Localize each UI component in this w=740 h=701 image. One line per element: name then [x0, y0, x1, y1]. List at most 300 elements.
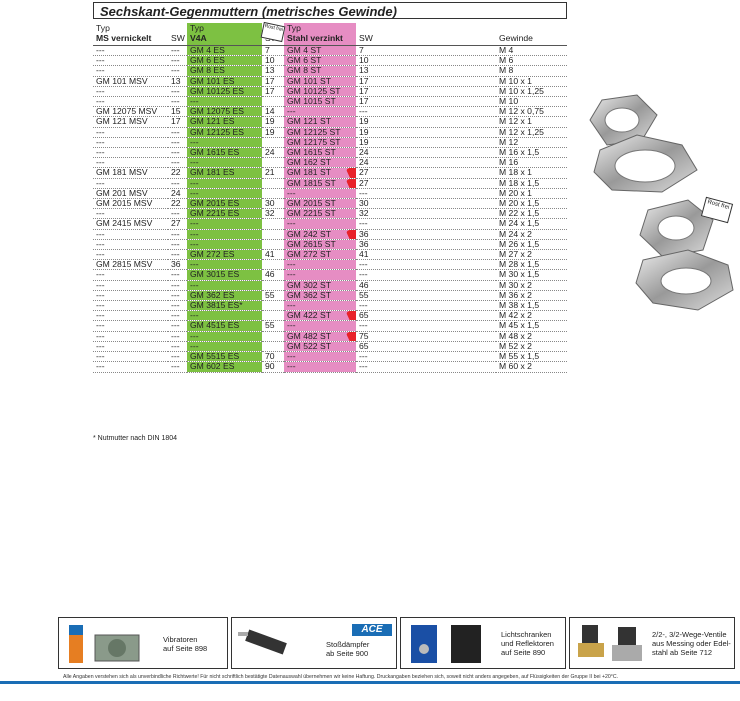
sw3-cell	[356, 199, 496, 209]
thread-cell-text: M 42 x 2	[499, 310, 532, 321]
sw2-cell	[262, 107, 284, 117]
sw2-cell-text: 46	[265, 269, 275, 280]
table-row	[93, 148, 567, 158]
thread-cell	[496, 76, 567, 86]
header-thread: Gewinde	[496, 33, 567, 46]
thread-cell-text: M 16	[499, 157, 519, 168]
v4a-cell	[187, 107, 262, 117]
st-cell-text: ---	[287, 188, 296, 198]
thread-cell	[496, 127, 567, 137]
thread-cell	[496, 158, 567, 168]
thread-cell	[496, 341, 567, 351]
st-cell-text: GM 1015 ST	[287, 96, 336, 107]
sw2-cell	[262, 270, 284, 280]
thread-cell	[496, 290, 567, 300]
table-row	[93, 209, 567, 219]
st-cell-text: ---	[287, 106, 296, 117]
v4a-cell-text: GM 2215 ES	[190, 208, 240, 219]
sw1-cell	[168, 137, 187, 147]
sw1-cell-text: ---	[171, 280, 180, 290]
sw2-cell	[262, 219, 284, 229]
sw3-cell	[356, 321, 496, 331]
st-cell-text: ---	[287, 361, 296, 372]
thread-cell-text: M 18 x 1,5	[499, 178, 540, 188]
sw3-cell	[356, 209, 496, 219]
sw2-cell	[262, 66, 284, 76]
banner-ace[interactable]	[231, 617, 397, 669]
thread-cell-text: M 8	[499, 65, 514, 76]
ms-cell	[93, 321, 168, 331]
sw3-cell	[356, 158, 496, 168]
sw3-cell-text: 19	[359, 137, 369, 147]
v4a-cell-text: GM 181 ES	[190, 167, 235, 178]
sw2-cell-text: 13	[265, 65, 275, 76]
thread-cell	[496, 321, 567, 331]
sw3-cell	[356, 188, 496, 198]
thread-cell-text: M 30 x 1,5	[499, 269, 540, 280]
st-cell-text: GM 181 ST	[287, 167, 331, 178]
sw3-cell-text: 17	[359, 76, 369, 86]
table-row	[93, 168, 567, 178]
thread-cell	[496, 311, 567, 321]
sw2-cell	[262, 280, 284, 290]
thread-cell-text: M 38 x 1,5	[499, 300, 540, 311]
sw2-cell	[262, 56, 284, 66]
table-row	[93, 66, 567, 76]
table-row	[93, 117, 567, 127]
sw2-cell	[262, 178, 284, 188]
sw3-cell	[356, 168, 496, 178]
table-row	[93, 321, 567, 331]
st-cell-text: GM 121 ST	[287, 116, 331, 127]
sw1-cell-text: ---	[171, 239, 180, 249]
sw3-cell-text: 17	[359, 86, 369, 96]
v4a-cell-text: GM 8 ES	[190, 65, 225, 76]
thread-cell	[496, 199, 567, 209]
sw3-cell	[356, 352, 496, 362]
thread-cell-text: M 4	[499, 45, 514, 55]
sw3-cell-text: 46	[359, 280, 369, 290]
v4a-cell-text: GM 1615 ES	[190, 147, 240, 158]
v4a-cell-text: GM 10125 ES	[190, 86, 244, 96]
sw1-cell-text: ---	[171, 96, 180, 107]
v4a-cell	[187, 219, 262, 229]
sw1-cell-text: ---	[171, 157, 180, 168]
st-cell	[284, 188, 356, 198]
sw1-cell	[168, 107, 187, 117]
v4a-cell-text: GM 4 ES	[190, 45, 225, 55]
sw1-cell	[168, 66, 187, 76]
sw1-cell-text: 22	[171, 167, 181, 178]
v4a-cell-text: GM 12075 ES	[190, 106, 244, 117]
table-row	[93, 311, 567, 321]
table-row	[93, 86, 567, 96]
valve-icon	[574, 621, 654, 666]
sw3-cell-text: 75	[359, 331, 369, 341]
sw3-cell	[356, 46, 496, 56]
sw3-cell-text: 30	[359, 198, 369, 209]
ace-line1: Stoßdämpfer	[326, 640, 370, 649]
sw1-cell-text: 13	[171, 76, 181, 86]
ace-line2: ab Seite 900	[326, 649, 369, 658]
sw1-cell-text: 27	[171, 218, 181, 229]
sw1-cell	[168, 239, 187, 249]
sw2-cell	[262, 168, 284, 178]
sw2-cell-text: 55	[265, 290, 275, 300]
thread-cell-text: M 24 x 1,5	[499, 218, 540, 229]
st-cell	[284, 341, 356, 351]
st-cell-text: GM 10125 ST	[287, 86, 341, 96]
banner-ventile[interactable]	[569, 617, 735, 669]
v4a-cell	[187, 311, 262, 321]
st-cell-text: GM 2215 ST	[287, 208, 336, 219]
sw1-cell	[168, 280, 187, 290]
thread-cell	[496, 250, 567, 260]
table-row	[93, 158, 567, 168]
st-cell-text: GM 162 ST	[287, 157, 331, 168]
st-cell	[284, 46, 356, 56]
sw1-cell	[168, 97, 187, 107]
st-cell	[284, 97, 356, 107]
st-cell-text: ---	[287, 259, 296, 270]
sw3-cell	[356, 270, 496, 280]
rost-frei-side-badge: Rost frei	[701, 197, 733, 224]
sw1-cell	[168, 158, 187, 168]
thread-cell	[496, 229, 567, 239]
v4a-cell	[187, 239, 262, 249]
sw2-cell-text: 30	[265, 198, 275, 209]
sw1-cell	[168, 229, 187, 239]
sw1-cell	[168, 188, 187, 198]
thread-cell-text: M 12 x 0,75	[499, 106, 544, 117]
sw1-cell-text: ---	[171, 310, 180, 321]
sw2-cell	[262, 229, 284, 239]
st-cell	[284, 239, 356, 249]
sw3-cell	[356, 331, 496, 341]
sw3-cell-text: 36	[359, 239, 369, 249]
thread-cell	[496, 137, 567, 147]
v4a-cell-text: ---	[190, 310, 199, 321]
v4a-cell	[187, 229, 262, 239]
sw3-cell-text: 24	[359, 157, 369, 168]
sw3-cell-text: ---	[359, 320, 368, 331]
thread-cell	[496, 178, 567, 188]
st-cell-text: GM 422 ST	[287, 310, 331, 321]
thread-cell-text: M 12 x 1,25	[499, 127, 544, 137]
thread-cell	[496, 46, 567, 56]
ms-cell-text: GM 2415 MSV	[96, 218, 153, 229]
sw2-cell	[262, 148, 284, 158]
table-row	[93, 46, 567, 56]
v4a-cell	[187, 331, 262, 341]
thread-cell	[496, 209, 567, 219]
st-cell	[284, 127, 356, 137]
thread-cell-text: M 12 x 1	[499, 116, 532, 127]
table-row	[93, 76, 567, 86]
sw3-cell	[356, 341, 496, 351]
v4a-cell-text: GM 3015 ES	[190, 269, 240, 280]
vibro-line1: Vibratoren	[163, 635, 198, 644]
shock-absorber-icon	[236, 624, 296, 664]
sw3-cell	[356, 250, 496, 260]
sw2-cell-text: 24	[265, 147, 275, 158]
st-cell	[284, 301, 356, 311]
ms-cell-text: GM 2815 MSV	[96, 259, 153, 270]
sw2-cell-text: 17	[265, 86, 275, 96]
ms-cell-text: GM 12075 MSV	[96, 106, 158, 117]
v4a-cell-text: GM 362 ES	[190, 290, 235, 300]
v4a-cell	[187, 209, 262, 219]
v4a-cell-text: GM 12125 ES	[190, 127, 244, 137]
st-cell	[284, 148, 356, 158]
v4a-cell-text: GM 5515 ES	[190, 351, 240, 362]
thread-cell	[496, 107, 567, 117]
v4a-cell-text: ---	[190, 218, 199, 229]
st-cell-text: GM 482 ST	[287, 331, 331, 341]
sw3-cell	[356, 107, 496, 117]
st-cell	[284, 331, 356, 341]
ms-cell	[93, 250, 168, 260]
sw3-cell-text: 27	[359, 178, 369, 188]
st-cell	[284, 76, 356, 86]
thread-cell-text: M 30 x 2	[499, 280, 532, 290]
v4a-cell	[187, 260, 262, 270]
st-cell-text: GM 12175 ST	[287, 137, 341, 147]
thread-cell-text: M 10	[499, 96, 519, 107]
sw1-cell-text: 24	[171, 188, 181, 198]
sw2-cell	[262, 46, 284, 56]
ms-cell	[93, 127, 168, 137]
v4a-cell	[187, 127, 262, 137]
ms-cell	[93, 341, 168, 351]
thread-cell-text: M 60 x 2	[499, 361, 532, 372]
licht-line2: und Reflektoren	[501, 639, 554, 648]
sw2-cell	[262, 239, 284, 249]
thread-cell	[496, 219, 567, 229]
ms-cell-text: ---	[96, 157, 105, 168]
sw1-cell	[168, 86, 187, 96]
table-row	[93, 280, 567, 290]
header-st-label: Stahl verzinkt	[284, 33, 356, 46]
sw1-cell-text: ---	[171, 361, 180, 372]
sw1-cell	[168, 311, 187, 321]
sw3-cell-text: ---	[359, 218, 368, 229]
new-badge-icon	[346, 168, 356, 178]
v4a-cell	[187, 199, 262, 209]
sw1-cell	[168, 219, 187, 229]
st-cell	[284, 321, 356, 331]
table-row	[93, 260, 567, 270]
licht-line3: auf Seite 890	[501, 648, 546, 657]
thread-cell	[496, 362, 567, 372]
sw1-cell-text: ---	[171, 300, 180, 311]
st-cell-text: GM 4 ST	[287, 45, 322, 55]
header-st-type: Typ	[284, 23, 356, 33]
sw1-cell-text: 36	[171, 259, 181, 270]
sw1-cell-text: ---	[171, 178, 180, 188]
sw1-cell-text: ---	[171, 249, 180, 260]
ms-cell	[93, 270, 168, 280]
sw1-cell	[168, 362, 187, 372]
ms-cell-text: ---	[96, 147, 105, 158]
v4a-cell-text: ---	[190, 96, 199, 107]
thread-cell	[496, 280, 567, 290]
sw2-cell-text: 19	[265, 127, 275, 137]
sw3-cell-text: 41	[359, 249, 369, 260]
sw3-cell	[356, 301, 496, 311]
st-cell	[284, 137, 356, 147]
sw2-cell	[262, 311, 284, 321]
ms-cell	[93, 239, 168, 249]
sw2-cell-text: 17	[265, 76, 275, 86]
ms-cell-text: GM 2015 MSV	[96, 198, 153, 209]
ms-cell-text: ---	[96, 249, 105, 260]
sw1-cell-text: ---	[171, 351, 180, 362]
sw2-cell	[262, 86, 284, 96]
sw3-cell	[356, 148, 496, 158]
ms-cell-text: ---	[96, 310, 105, 321]
sw3-cell-text: 32	[359, 208, 369, 219]
banner-lichtschranken[interactable]	[400, 617, 566, 669]
st-cell	[284, 280, 356, 290]
sw3-cell-text: 7	[359, 45, 364, 55]
ms-cell-text: ---	[96, 208, 105, 219]
st-cell	[284, 168, 356, 178]
thread-cell	[496, 270, 567, 280]
v4a-cell-text: ---	[190, 229, 199, 239]
table-row	[93, 178, 567, 188]
st-cell-text: GM 2615 ST	[287, 239, 336, 249]
sw2-cell	[262, 76, 284, 86]
sw3-cell	[356, 311, 496, 321]
st-cell	[284, 199, 356, 209]
thread-cell-text: M 20 x 1	[499, 188, 532, 198]
sw3-cell-text: 65	[359, 310, 369, 321]
table-row	[93, 107, 567, 117]
sw3-cell-text: 17	[359, 96, 369, 107]
v4a-cell-text: ---	[190, 331, 199, 341]
ms-cell	[93, 301, 168, 311]
sw1-cell-text: ---	[171, 65, 180, 76]
thread-cell	[496, 148, 567, 158]
sw1-cell-text: ---	[171, 320, 180, 331]
sw3-cell-text: ---	[359, 351, 368, 362]
sw3-cell-text: ---	[359, 188, 368, 198]
table-row	[93, 199, 567, 209]
ms-cell	[93, 260, 168, 270]
new-badge-icon	[346, 331, 356, 341]
v4a-cell	[187, 137, 262, 147]
ms-cell	[93, 86, 168, 96]
sw3-cell	[356, 290, 496, 300]
ms-cell-text: ---	[96, 361, 105, 372]
sw2-cell-text: 70	[265, 351, 275, 362]
st-cell	[284, 107, 356, 117]
v4a-cell-text: ---	[190, 137, 199, 147]
sw2-cell	[262, 362, 284, 372]
v4a-cell-text: GM 602 ES	[190, 361, 235, 372]
ms-cell	[93, 311, 168, 321]
thread-cell	[496, 188, 567, 198]
st-cell-text: GM 302 ST	[287, 280, 331, 290]
thread-cell-text: M 48 x 2	[499, 331, 532, 341]
sw2-cell-text: 14	[265, 106, 275, 117]
sw3-cell-text: ---	[359, 300, 368, 311]
sw2-cell	[262, 290, 284, 300]
v4a-cell	[187, 86, 262, 96]
v4a-cell-text: GM 101 ES	[190, 76, 235, 86]
ms-cell-text: ---	[96, 55, 105, 66]
v4a-cell	[187, 46, 262, 56]
sw3-cell-text: ---	[359, 106, 368, 117]
sw3-cell	[356, 219, 496, 229]
sw1-cell-text: ---	[171, 290, 180, 300]
thread-cell-text: M 26 x 1,5	[499, 239, 540, 249]
ms-cell	[93, 66, 168, 76]
table-row	[93, 362, 567, 372]
sw3-cell-text: 13	[359, 65, 369, 76]
sw1-cell	[168, 148, 187, 158]
sw2-cell	[262, 321, 284, 331]
sw1-cell	[168, 56, 187, 66]
ms-cell	[93, 168, 168, 178]
ventile-line1: 2/2-, 3/2-Wege-Ventile	[652, 630, 727, 639]
ms-cell-text: ---	[96, 331, 105, 341]
sw3-cell	[356, 137, 496, 147]
table-row	[93, 290, 567, 300]
table-row	[93, 331, 567, 341]
thread-cell-text: M 24 x 2	[499, 229, 532, 239]
sw3-cell	[356, 86, 496, 96]
sw2-cell	[262, 301, 284, 311]
page-title: Sechskant-Gegenmuttern (metrisches Gewinde)	[93, 2, 567, 19]
ms-cell	[93, 362, 168, 372]
disclaimer: Alle Angaben verstehen sich als unverbindliche Richtwerte! Für nicht schriftlich bestätigte Datenauswahl übernehmen wir keine Haftung. Druckangaben beziehen sich, soweit nicht anders angegeben, auf Flüssigkeiten der Gruppe II bei +20°C.	[63, 674, 619, 680]
light-barrier-icon	[407, 621, 497, 666]
v4a-cell-text: GM 6 ES	[190, 55, 225, 66]
ms-cell	[93, 290, 168, 300]
sw1-cell	[168, 321, 187, 331]
thread-cell-text: M 18 x 1	[499, 167, 532, 178]
sw3-cell	[356, 362, 496, 372]
v4a-cell-text: GM 3815 ES*	[190, 300, 243, 311]
table-row	[93, 219, 567, 229]
table-row	[93, 341, 567, 351]
ms-cell-text: ---	[96, 45, 105, 55]
ms-cell-text: ---	[96, 351, 105, 362]
sw1-cell	[168, 341, 187, 351]
st-cell	[284, 229, 356, 239]
v4a-cell	[187, 341, 262, 351]
sw2-cell-text: 10	[265, 55, 275, 66]
sw1-cell	[168, 352, 187, 362]
v4a-cell-text: ---	[190, 259, 199, 270]
bottom-bar	[0, 681, 740, 684]
sw1-cell	[168, 331, 187, 341]
sw3-cell-text: 65	[359, 341, 369, 351]
banner-vibratoren[interactable]	[58, 617, 228, 669]
st-cell	[284, 290, 356, 300]
v4a-cell-text: ---	[190, 280, 199, 290]
ms-cell-text: ---	[96, 86, 105, 96]
st-cell-text: ---	[287, 320, 296, 331]
thread-cell-text: M 12	[499, 137, 519, 147]
sw3-cell	[356, 178, 496, 188]
table-row	[93, 239, 567, 249]
ms-cell-text: ---	[96, 229, 105, 239]
vibrator-icon	[65, 621, 145, 666]
sw3-cell	[356, 117, 496, 127]
